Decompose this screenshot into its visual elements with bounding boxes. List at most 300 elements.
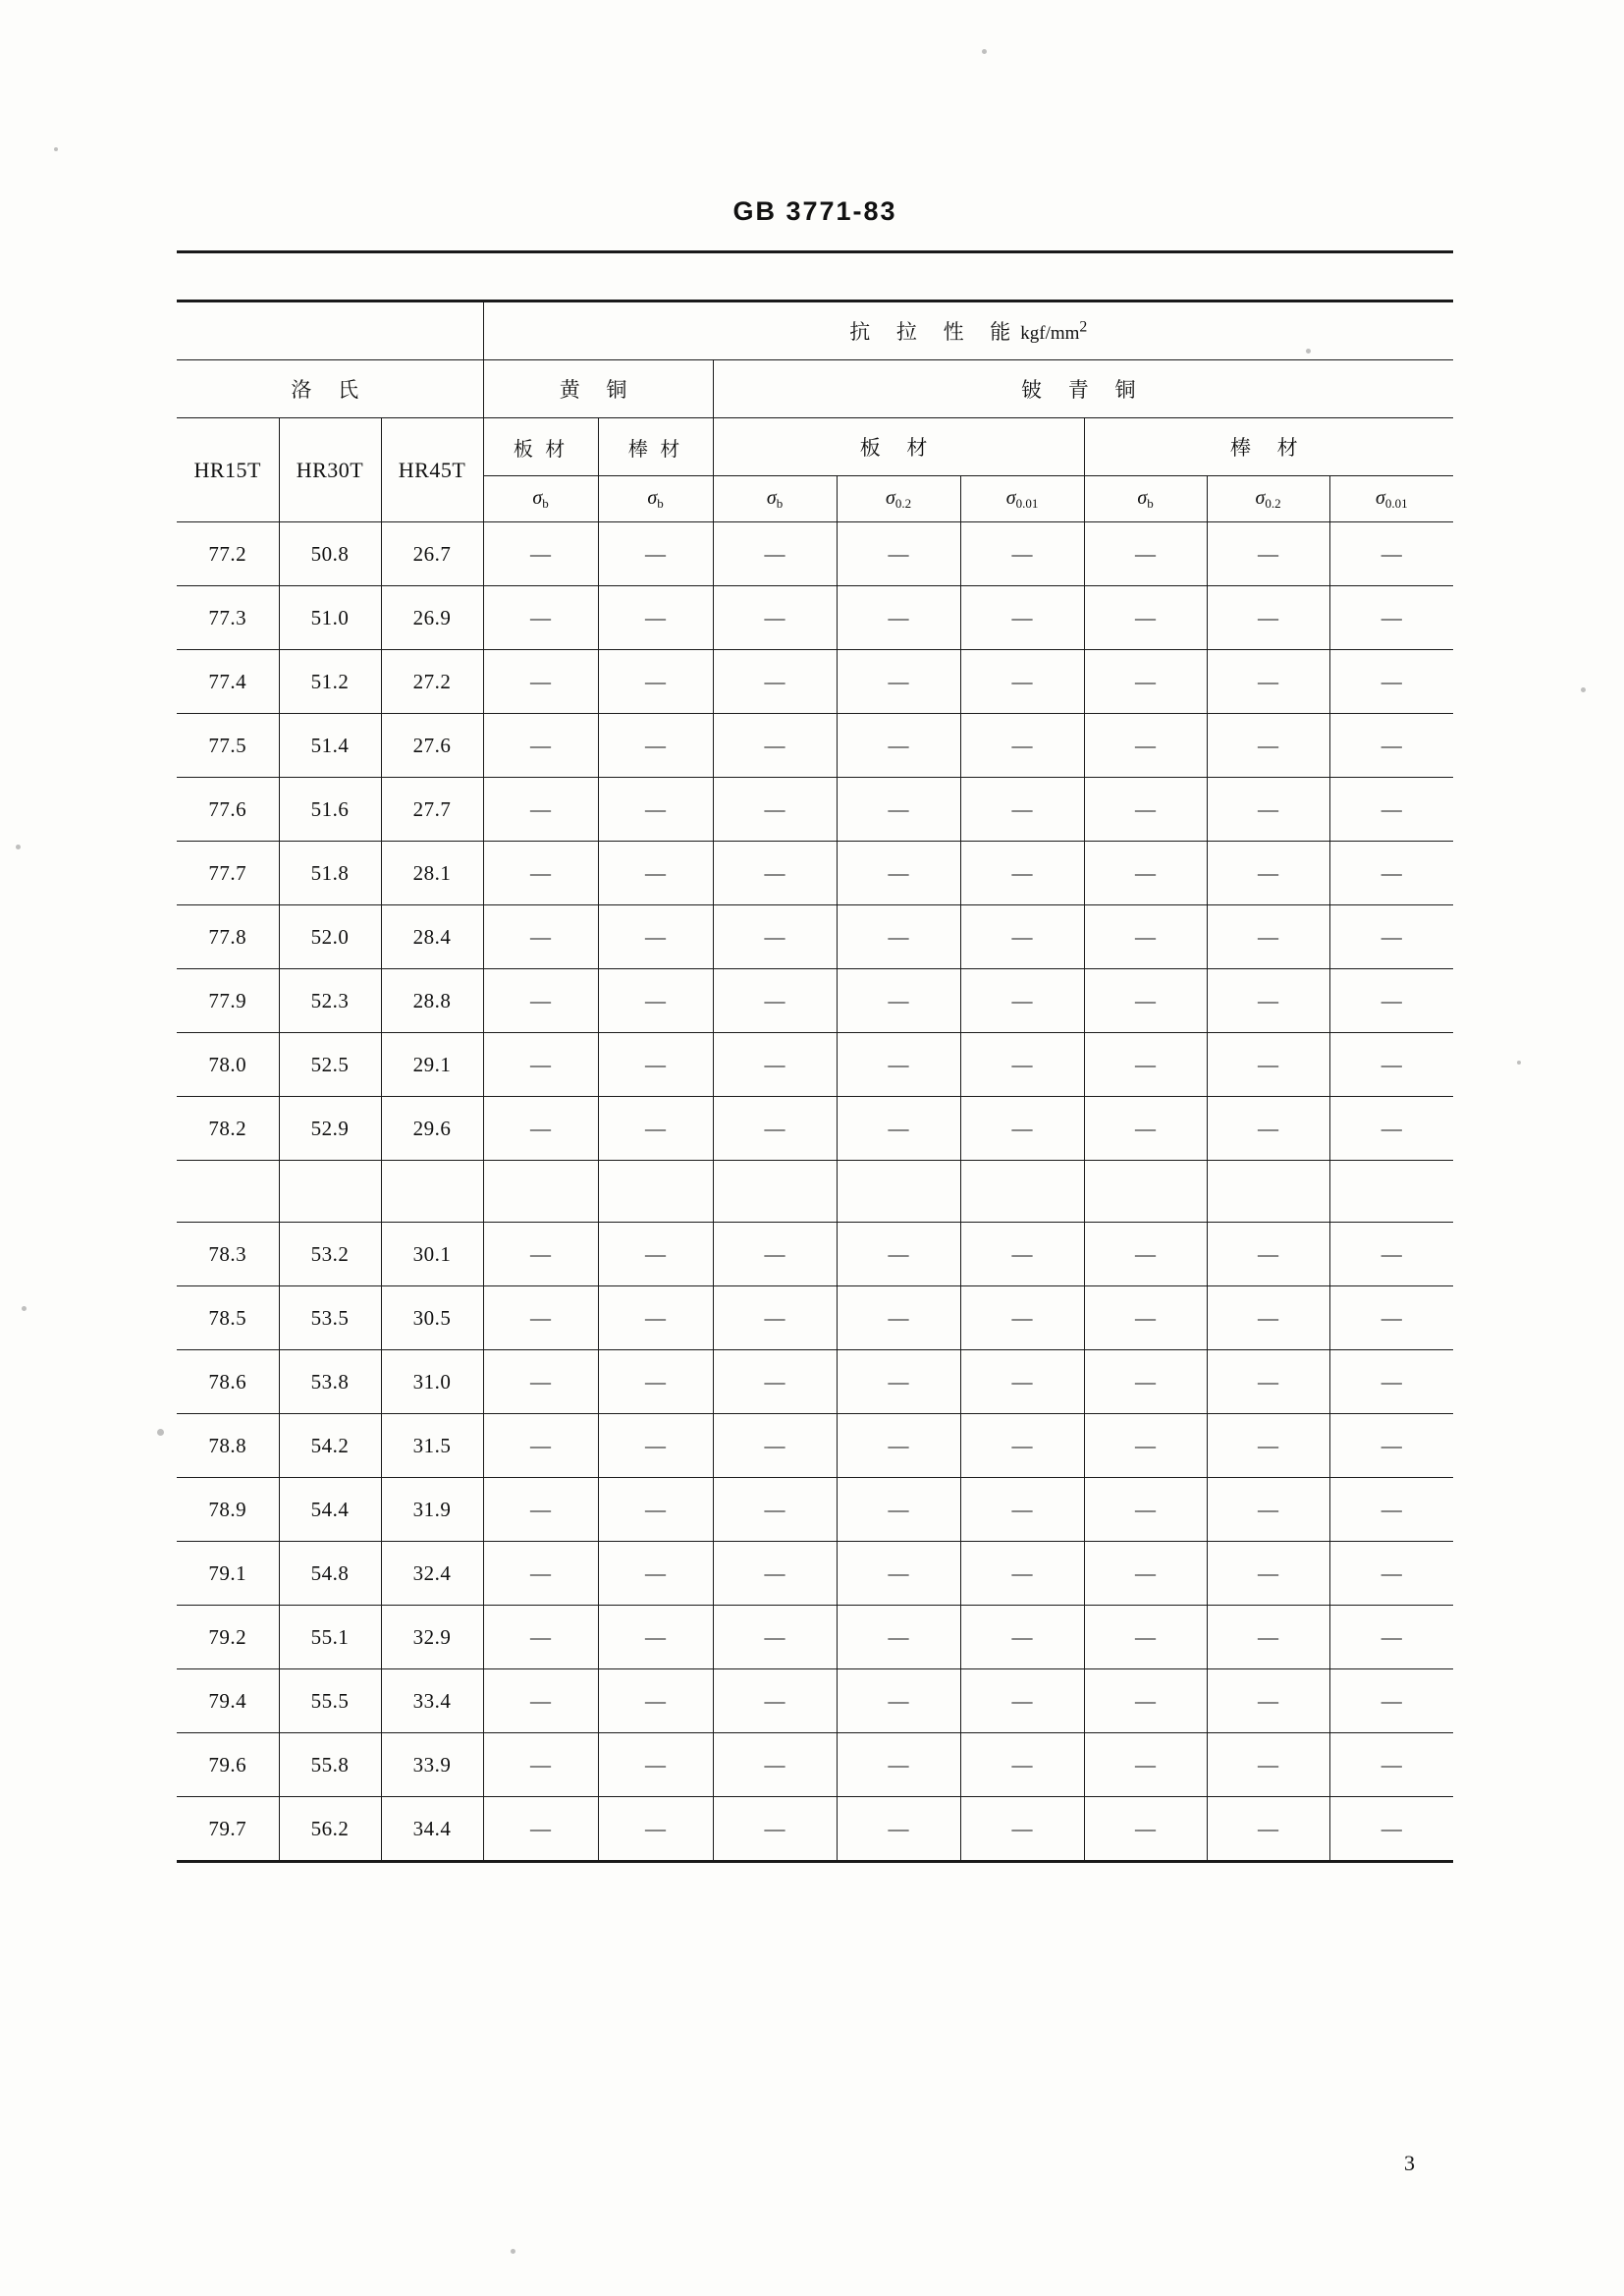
dash-mark: — bbox=[888, 988, 909, 1012]
cell-bronze-bar-sigma001 bbox=[1329, 1478, 1453, 1542]
dash-mark: — bbox=[764, 1497, 785, 1521]
cell-bronze-bar-sigmab bbox=[1084, 1797, 1207, 1862]
dash-mark: — bbox=[1258, 1816, 1279, 1840]
cell-bronze-plate-sigma001 bbox=[960, 1669, 1084, 1733]
scan-speck bbox=[16, 845, 21, 849]
cell-hr30t bbox=[279, 1161, 381, 1223]
cell-bronze-plate-sigma001 bbox=[960, 1414, 1084, 1478]
dash-mark: — bbox=[888, 1305, 909, 1330]
header-brass-group bbox=[483, 360, 713, 418]
cell-bronze-plate-sigma02 bbox=[837, 1478, 960, 1542]
table-row bbox=[177, 586, 1453, 650]
cell-bronze-plate-sigma001 bbox=[960, 778, 1084, 842]
cell-bronze-bar-sigma02 bbox=[1207, 905, 1329, 969]
cell-brass-bar-sigmab bbox=[598, 1733, 713, 1797]
cell-hr30t: 53.5 bbox=[279, 1286, 381, 1350]
dash-mark: — bbox=[645, 1560, 667, 1585]
dash-mark: — bbox=[764, 1369, 785, 1394]
dash-mark: — bbox=[764, 1433, 785, 1457]
scan-speck bbox=[1581, 687, 1586, 692]
cell-brass-plate-sigmab bbox=[483, 1350, 598, 1414]
cell-hr45t bbox=[381, 1161, 483, 1223]
dash-mark: — bbox=[1135, 605, 1157, 629]
dash-mark: — bbox=[888, 1752, 909, 1777]
header-bronze-plate-sigma001 bbox=[960, 476, 1084, 522]
cell-brass-plate-sigmab bbox=[483, 778, 598, 842]
sigma-b-symbol: $\sigma_b$ bbox=[766, 486, 784, 511]
dash-mark: — bbox=[1380, 605, 1402, 629]
scan-speck bbox=[157, 1429, 164, 1436]
cell-bronze-plate-sigma001 bbox=[960, 1733, 1084, 1797]
header-bronze-bar bbox=[1084, 418, 1453, 476]
cell-bronze-bar-sigma02 bbox=[1207, 1350, 1329, 1414]
cell-bronze-plate-sigmab bbox=[713, 1478, 837, 1542]
cell-brass-bar-sigmab bbox=[598, 650, 713, 714]
cell-bronze-plate-sigma02 bbox=[837, 969, 960, 1033]
cell-hr30t: 56.2 bbox=[279, 1797, 381, 1862]
sigma-02-symbol: $\sigma_{0.2}$ bbox=[1255, 486, 1281, 511]
cell-hr15t: 77.6 bbox=[177, 778, 279, 842]
header-brass-bar-label: 棒 材 bbox=[627, 436, 683, 461]
dash-mark: — bbox=[764, 988, 785, 1012]
cell-bronze-bar-sigma001 bbox=[1329, 1606, 1453, 1669]
cell-brass-bar-sigmab bbox=[598, 1033, 713, 1097]
cell-hr30t: 51.2 bbox=[279, 650, 381, 714]
dash-mark: — bbox=[530, 541, 552, 566]
dash-mark: — bbox=[530, 1433, 552, 1457]
cell-hr45t: 34.4 bbox=[381, 1797, 483, 1862]
cell-hr15t: 78.2 bbox=[177, 1097, 279, 1161]
cell-brass-plate-sigmab bbox=[483, 1097, 598, 1161]
dash-mark: — bbox=[530, 1116, 552, 1140]
cell-bronze-bar-sigma001 bbox=[1329, 586, 1453, 650]
header-hr15t-label: HR15T bbox=[193, 457, 261, 482]
cell-bronze-plate-sigma02 bbox=[837, 1414, 960, 1478]
dash-mark: — bbox=[1380, 1116, 1402, 1140]
table-row bbox=[177, 522, 1453, 586]
cell-bronze-plate-sigma02 bbox=[837, 586, 960, 650]
dash-mark: — bbox=[645, 1369, 667, 1394]
cell-hr30t: 54.8 bbox=[279, 1542, 381, 1606]
cell-bronze-plate-sigmab bbox=[713, 1733, 837, 1797]
dash-mark: — bbox=[645, 541, 667, 566]
cell-brass-plate-sigmab bbox=[483, 1223, 598, 1286]
table-row bbox=[177, 905, 1453, 969]
header-blank-topleft bbox=[177, 301, 483, 360]
cell-bronze-bar-sigmab bbox=[1084, 1097, 1207, 1161]
table-row-spacer bbox=[177, 1161, 1453, 1223]
header-brass-plate-label: 板 材 bbox=[513, 436, 568, 461]
cell-hr45t: 26.9 bbox=[381, 586, 483, 650]
cell-bronze-bar-sigma02 bbox=[1207, 586, 1329, 650]
dash-mark: — bbox=[1011, 1433, 1033, 1457]
cell-bronze-bar-sigma001 bbox=[1329, 842, 1453, 905]
cell-bronze-plate-sigma02 bbox=[837, 650, 960, 714]
cell-bronze-plate-sigma02 bbox=[837, 1542, 960, 1606]
cell-brass-plate-sigmab bbox=[483, 1606, 598, 1669]
header-brass-bar-sigmab bbox=[598, 476, 713, 522]
dash-mark: — bbox=[530, 733, 552, 757]
dash-mark: — bbox=[1011, 988, 1033, 1012]
cell-bronze-plate-sigmab bbox=[713, 905, 837, 969]
cell-hr45t: 30.5 bbox=[381, 1286, 483, 1350]
cell-hr30t: 55.8 bbox=[279, 1733, 381, 1797]
scan-speck bbox=[54, 147, 58, 151]
dash-mark: — bbox=[530, 1052, 552, 1076]
dash-mark: — bbox=[530, 605, 552, 629]
cell-bronze-bar-sigmab bbox=[1084, 1606, 1207, 1669]
dash-mark: — bbox=[1380, 988, 1402, 1012]
dash-mark: — bbox=[1011, 1116, 1033, 1140]
cell-bronze-bar-sigma001 bbox=[1329, 1669, 1453, 1733]
header-bronze-plate-sigma02 bbox=[837, 476, 960, 522]
cell-hr15t: 79.7 bbox=[177, 1797, 279, 1862]
cell-bronze-plate-sigma02 bbox=[837, 1161, 960, 1223]
table-row bbox=[177, 1797, 1453, 1862]
cell-hr45t: 33.9 bbox=[381, 1733, 483, 1797]
dash-mark: — bbox=[645, 1116, 667, 1140]
cell-bronze-bar-sigma001 bbox=[1329, 522, 1453, 586]
dash-mark: — bbox=[1258, 1241, 1279, 1266]
cell-bronze-plate-sigma02 bbox=[837, 1097, 960, 1161]
cell-bronze-plate-sigma001 bbox=[960, 586, 1084, 650]
cell-brass-bar-sigmab bbox=[598, 1286, 713, 1350]
cell-bronze-plate-sigmab bbox=[713, 586, 837, 650]
cell-hr45t: 32.9 bbox=[381, 1606, 483, 1669]
cell-hr30t: 50.8 bbox=[279, 522, 381, 586]
cell-hr45t: 28.1 bbox=[381, 842, 483, 905]
cell-bronze-bar-sigma001 bbox=[1329, 650, 1453, 714]
cell-brass-plate-sigmab bbox=[483, 1161, 598, 1223]
cell-bronze-plate-sigmab bbox=[713, 714, 837, 778]
dash-mark: — bbox=[1258, 541, 1279, 566]
dash-mark: — bbox=[530, 1241, 552, 1266]
header-brass-label: 黄 铜 bbox=[559, 378, 637, 402]
cell-bronze-bar-sigmab bbox=[1084, 1286, 1207, 1350]
table bbox=[177, 300, 1453, 1863]
cell-brass-plate-sigmab bbox=[483, 1733, 598, 1797]
dash-mark: — bbox=[1258, 605, 1279, 629]
cell-brass-plate-sigmab bbox=[483, 650, 598, 714]
cell-hr30t: 51.4 bbox=[279, 714, 381, 778]
dash-mark: — bbox=[645, 1816, 667, 1840]
cell-hr15t: 77.2 bbox=[177, 522, 279, 586]
dash-mark: — bbox=[1135, 1497, 1157, 1521]
cell-bronze-bar-sigma02 bbox=[1207, 522, 1329, 586]
sigma-b-symbol: $\sigma_b$ bbox=[647, 486, 664, 511]
dash-mark: — bbox=[1380, 1688, 1402, 1713]
cell-brass-bar-sigmab bbox=[598, 1478, 713, 1542]
dash-mark: — bbox=[888, 1497, 909, 1521]
cell-bronze-plate-sigmab bbox=[713, 1542, 837, 1606]
header-row-3 bbox=[177, 418, 1453, 476]
dash-mark: — bbox=[888, 1560, 909, 1585]
cell-hr15t: 78.5 bbox=[177, 1286, 279, 1350]
hardness-conversion-table bbox=[177, 300, 1453, 1863]
dash-mark: — bbox=[1135, 1116, 1157, 1140]
dash-mark: — bbox=[530, 1752, 552, 1777]
cell-hr45t: 28.4 bbox=[381, 905, 483, 969]
cell-bronze-bar-sigma001 bbox=[1329, 1797, 1453, 1862]
dash-mark: — bbox=[1258, 733, 1279, 757]
dash-mark: — bbox=[764, 1688, 785, 1713]
header-hr45t bbox=[381, 418, 483, 522]
cell-bronze-plate-sigmab bbox=[713, 650, 837, 714]
table-row bbox=[177, 650, 1453, 714]
dash-mark: — bbox=[1011, 1688, 1033, 1713]
cell-brass-bar-sigmab bbox=[598, 1223, 713, 1286]
cell-hr30t: 51.0 bbox=[279, 586, 381, 650]
dash-mark: — bbox=[645, 988, 667, 1012]
table-row bbox=[177, 778, 1453, 842]
dash-mark: — bbox=[1135, 1560, 1157, 1585]
cell-bronze-bar-sigma02 bbox=[1207, 650, 1329, 714]
cell-bronze-bar-sigmab bbox=[1084, 1733, 1207, 1797]
cell-hr15t: 79.4 bbox=[177, 1669, 279, 1733]
dash-mark: — bbox=[888, 1241, 909, 1266]
cell-hr30t: 54.2 bbox=[279, 1414, 381, 1478]
cell-bronze-bar-sigmab bbox=[1084, 1161, 1207, 1223]
dash-mark: — bbox=[1380, 669, 1402, 693]
table-row bbox=[177, 1542, 1453, 1606]
dash-mark: — bbox=[1011, 1816, 1033, 1840]
cell-bronze-plate-sigma001 bbox=[960, 1542, 1084, 1606]
dash-mark: — bbox=[888, 1433, 909, 1457]
cell-bronze-bar-sigma02 bbox=[1207, 1286, 1329, 1350]
table-row bbox=[177, 1669, 1453, 1733]
cell-bronze-plate-sigma001 bbox=[960, 1478, 1084, 1542]
cell-brass-plate-sigmab bbox=[483, 1033, 598, 1097]
cell-bronze-plate-sigma02 bbox=[837, 714, 960, 778]
cell-bronze-plate-sigma001 bbox=[960, 969, 1084, 1033]
cell-bronze-bar-sigma02 bbox=[1207, 1414, 1329, 1478]
dash-mark: — bbox=[888, 669, 909, 693]
dash-mark: — bbox=[888, 1116, 909, 1140]
dash-mark: — bbox=[1011, 605, 1033, 629]
dash-mark: — bbox=[645, 1688, 667, 1713]
cell-bronze-plate-sigma02 bbox=[837, 1223, 960, 1286]
cell-hr30t: 52.0 bbox=[279, 905, 381, 969]
cell-bronze-bar-sigmab bbox=[1084, 522, 1207, 586]
cell-bronze-plate-sigmab bbox=[713, 1350, 837, 1414]
dash-mark: — bbox=[1135, 1305, 1157, 1330]
dash-mark: — bbox=[1380, 1369, 1402, 1394]
cell-brass-bar-sigmab bbox=[598, 586, 713, 650]
cell-hr45t: 31.0 bbox=[381, 1350, 483, 1414]
dash-mark: — bbox=[764, 924, 785, 949]
dash-mark: — bbox=[1135, 796, 1157, 821]
cell-hr45t: 31.9 bbox=[381, 1478, 483, 1542]
dash-mark: — bbox=[645, 733, 667, 757]
header-hr30t bbox=[279, 418, 381, 522]
dash-mark: — bbox=[764, 669, 785, 693]
cell-brass-bar-sigmab bbox=[598, 1161, 713, 1223]
dash-mark: — bbox=[1258, 924, 1279, 949]
cell-bronze-bar-sigma001 bbox=[1329, 1097, 1453, 1161]
cell-hr30t: 55.5 bbox=[279, 1669, 381, 1733]
dash-mark: — bbox=[764, 860, 785, 885]
cell-bronze-plate-sigma001 bbox=[960, 1286, 1084, 1350]
cell-bronze-bar-sigmab bbox=[1084, 714, 1207, 778]
cell-hr45t: 27.6 bbox=[381, 714, 483, 778]
cell-bronze-plate-sigmab bbox=[713, 1097, 837, 1161]
cell-hr15t: 77.7 bbox=[177, 842, 279, 905]
dash-mark: — bbox=[1258, 860, 1279, 885]
cell-bronze-bar-sigmab bbox=[1084, 1478, 1207, 1542]
header-brass-plate bbox=[483, 418, 598, 476]
cell-brass-bar-sigmab bbox=[598, 1414, 713, 1478]
cell-bronze-bar-sigma02 bbox=[1207, 1733, 1329, 1797]
cell-bronze-plate-sigmab bbox=[713, 1223, 837, 1286]
cell-brass-plate-sigmab bbox=[483, 586, 598, 650]
cell-brass-plate-sigmab bbox=[483, 842, 598, 905]
header-tensile-label: 抗 拉 性 能 bbox=[849, 320, 1021, 344]
cell-bronze-bar-sigma02 bbox=[1207, 1797, 1329, 1862]
header-bronze-plate-label: 板 材 bbox=[859, 436, 938, 460]
dash-mark: — bbox=[1011, 924, 1033, 949]
dash-mark: — bbox=[1011, 796, 1033, 821]
cell-hr30t: 52.3 bbox=[279, 969, 381, 1033]
scan-speck bbox=[511, 2249, 515, 2254]
header-bronze-plate bbox=[713, 418, 1084, 476]
cell-bronze-bar-sigmab bbox=[1084, 1350, 1207, 1414]
dash-mark: — bbox=[888, 1052, 909, 1076]
cell-hr30t: 55.1 bbox=[279, 1606, 381, 1669]
table-row bbox=[177, 1606, 1453, 1669]
cell-brass-bar-sigmab bbox=[598, 1606, 713, 1669]
dash-mark: — bbox=[645, 1305, 667, 1330]
dash-mark: — bbox=[645, 669, 667, 693]
cell-bronze-bar-sigma001 bbox=[1329, 778, 1453, 842]
dash-mark: — bbox=[764, 733, 785, 757]
header-rockwell-group bbox=[177, 360, 483, 418]
cell-bronze-plate-sigmab bbox=[713, 1669, 837, 1733]
cell-bronze-bar-sigma001 bbox=[1329, 1033, 1453, 1097]
dash-mark: — bbox=[530, 1816, 552, 1840]
dash-mark: — bbox=[764, 1816, 785, 1840]
cell-hr30t: 52.9 bbox=[279, 1097, 381, 1161]
cell-brass-bar-sigmab bbox=[598, 1350, 713, 1414]
cell-bronze-bar-sigma02 bbox=[1207, 842, 1329, 905]
cell-bronze-bar-sigma001 bbox=[1329, 1350, 1453, 1414]
dash-mark: — bbox=[1135, 1688, 1157, 1713]
cell-bronze-bar-sigma02 bbox=[1207, 1097, 1329, 1161]
cell-bronze-plate-sigma02 bbox=[837, 1733, 960, 1797]
cell-brass-bar-sigmab bbox=[598, 969, 713, 1033]
cell-hr30t: 53.8 bbox=[279, 1350, 381, 1414]
dash-mark: — bbox=[530, 1369, 552, 1394]
cell-bronze-bar-sigma02 bbox=[1207, 778, 1329, 842]
header-bronze-plate-sigmab bbox=[713, 476, 837, 522]
dash-mark: — bbox=[530, 924, 552, 949]
cell-brass-plate-sigmab bbox=[483, 522, 598, 586]
dash-mark: — bbox=[1135, 1624, 1157, 1649]
header-hr45t-label: HR45T bbox=[398, 457, 466, 482]
cell-bronze-bar-sigma001 bbox=[1329, 905, 1453, 969]
cell-brass-plate-sigmab bbox=[483, 1542, 598, 1606]
scan-speck bbox=[1306, 349, 1311, 354]
cell-bronze-bar-sigmab bbox=[1084, 586, 1207, 650]
cell-bronze-bar-sigmab bbox=[1084, 778, 1207, 842]
cell-bronze-bar-sigma001 bbox=[1329, 1542, 1453, 1606]
cell-brass-bar-sigmab bbox=[598, 714, 713, 778]
sigma-001-symbol: $\sigma_{0.01}$ bbox=[1005, 486, 1039, 511]
cell-bronze-bar-sigmab bbox=[1084, 1414, 1207, 1478]
cell-bronze-plate-sigma001 bbox=[960, 1097, 1084, 1161]
cell-bronze-plate-sigma02 bbox=[837, 522, 960, 586]
cell-bronze-plate-sigma02 bbox=[837, 1797, 960, 1862]
dash-mark: — bbox=[645, 860, 667, 885]
table-row bbox=[177, 1223, 1453, 1286]
cell-hr45t: 27.2 bbox=[381, 650, 483, 714]
cell-bronze-plate-sigmab bbox=[713, 1414, 837, 1478]
dash-mark: — bbox=[530, 1560, 552, 1585]
dash-mark: — bbox=[530, 1305, 552, 1330]
dash-mark: — bbox=[764, 1560, 785, 1585]
dash-mark: — bbox=[1380, 796, 1402, 821]
dash-mark: — bbox=[1380, 1497, 1402, 1521]
dash-mark: — bbox=[1380, 1560, 1402, 1585]
header-rockwell-label: 洛 氏 bbox=[291, 378, 369, 402]
scan-speck bbox=[1517, 1061, 1521, 1065]
cell-hr30t: 52.5 bbox=[279, 1033, 381, 1097]
cell-bronze-plate-sigmab bbox=[713, 778, 837, 842]
cell-hr45t: 31.5 bbox=[381, 1414, 483, 1478]
cell-bronze-bar-sigma02 bbox=[1207, 1478, 1329, 1542]
dash-mark: — bbox=[1258, 1688, 1279, 1713]
header-row-2 bbox=[177, 360, 1453, 418]
dash-mark: — bbox=[888, 1624, 909, 1649]
cell-bronze-bar-sigma02 bbox=[1207, 1223, 1329, 1286]
dash-mark: — bbox=[888, 924, 909, 949]
cell-bronze-plate-sigma02 bbox=[837, 1286, 960, 1350]
dash-mark: — bbox=[1135, 860, 1157, 885]
cell-hr45t: 33.4 bbox=[381, 1669, 483, 1733]
cell-hr15t: 77.4 bbox=[177, 650, 279, 714]
dash-mark: — bbox=[1258, 988, 1279, 1012]
table-row bbox=[177, 1733, 1453, 1797]
cell-bronze-plate-sigmab bbox=[713, 969, 837, 1033]
sigma-001-symbol: $\sigma_{0.01}$ bbox=[1375, 486, 1408, 511]
dash-mark: — bbox=[1258, 1116, 1279, 1140]
table-row bbox=[177, 714, 1453, 778]
cell-brass-plate-sigmab bbox=[483, 905, 598, 969]
cell-bronze-bar-sigmab bbox=[1084, 1223, 1207, 1286]
dash-mark: — bbox=[1135, 669, 1157, 693]
dash-mark: — bbox=[764, 1624, 785, 1649]
cell-bronze-plate-sigma02 bbox=[837, 1033, 960, 1097]
standard-number: GB 3771-83 bbox=[732, 196, 897, 226]
dash-mark: — bbox=[1135, 1241, 1157, 1266]
dash-mark: — bbox=[888, 605, 909, 629]
cell-bronze-bar-sigma02 bbox=[1207, 714, 1329, 778]
dash-mark: — bbox=[764, 1305, 785, 1330]
dash-mark: — bbox=[645, 1624, 667, 1649]
dash-mark: — bbox=[764, 605, 785, 629]
cell-bronze-plate-sigma001 bbox=[960, 522, 1084, 586]
header-row-1 bbox=[177, 301, 1453, 360]
cell-bronze-plate-sigmab bbox=[713, 1033, 837, 1097]
cell-bronze-bar-sigma02 bbox=[1207, 1606, 1329, 1669]
table-row bbox=[177, 1478, 1453, 1542]
cell-bronze-plate-sigma001 bbox=[960, 1797, 1084, 1862]
dash-mark: — bbox=[645, 1433, 667, 1457]
cell-bronze-plate-sigmab bbox=[713, 1286, 837, 1350]
dash-mark: — bbox=[888, 1688, 909, 1713]
dash-mark: — bbox=[888, 796, 909, 821]
cell-bronze-plate-sigma001 bbox=[960, 1033, 1084, 1097]
dash-mark: — bbox=[888, 541, 909, 566]
